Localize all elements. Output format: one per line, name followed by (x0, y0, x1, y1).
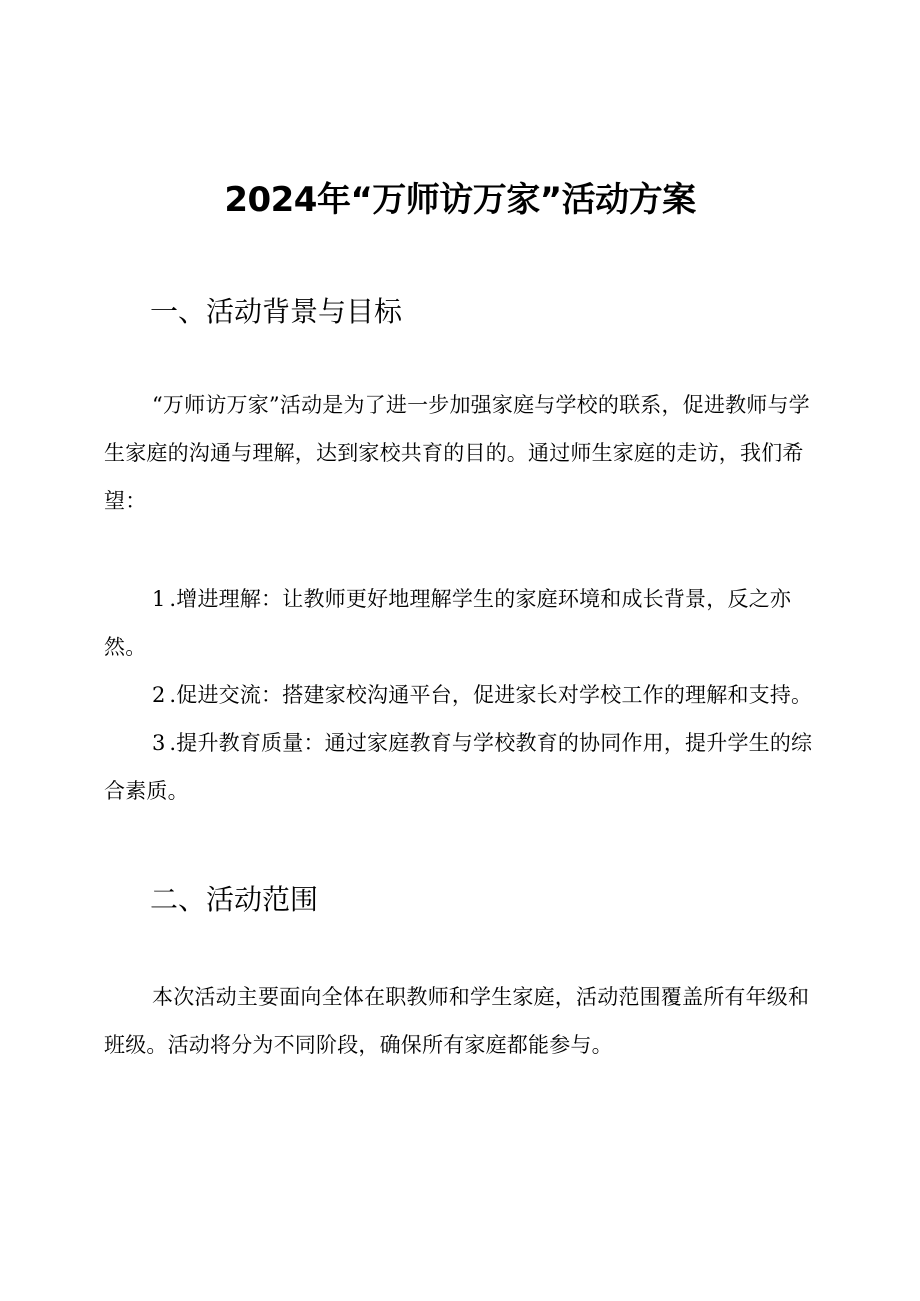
section-heading-scope: 二、活动范围 (150, 883, 319, 916)
section-scope-intro: 本次活动主要面向全体在职教师和学生家庭，活动范围覆盖所有年级和班级。活动将分为不同阶段，确保所有家庭都能参与。 (104, 985, 810, 1057)
list-item-number: 2 (152, 683, 170, 707)
section-background-intro: “万师访万家”活动是为了进一步加强家庭与学校的联系，促进教师与学生家庭的沟通与理解，达到家校共育的目的。通过师生家庭的走访，我们希望： (104, 393, 810, 513)
list-item-3 (104, 719, 828, 815)
list-item-2 (104, 671, 828, 719)
list-item-text: .增进理解：让教师更好地理解学生的家庭环境和成长背景，反之亦然。 (104, 587, 792, 659)
list-item-1 (104, 575, 828, 671)
section-heading-background-goals: 一、活动背景与目标 (150, 295, 403, 328)
list-item-number: 3 (152, 731, 170, 755)
list-item-number: 1 (152, 587, 170, 611)
list-item-text: .提升教育质量：通过家庭教育与学校教育的协同作用，提升学生的综合素质。 (104, 731, 813, 803)
document-title: 2024年“万师访万家”活动方案 (224, 180, 696, 220)
list-item-text: .促进交流：搭建家校沟通平台，促进家长对学校工作的理解和支持。 (169, 683, 813, 707)
